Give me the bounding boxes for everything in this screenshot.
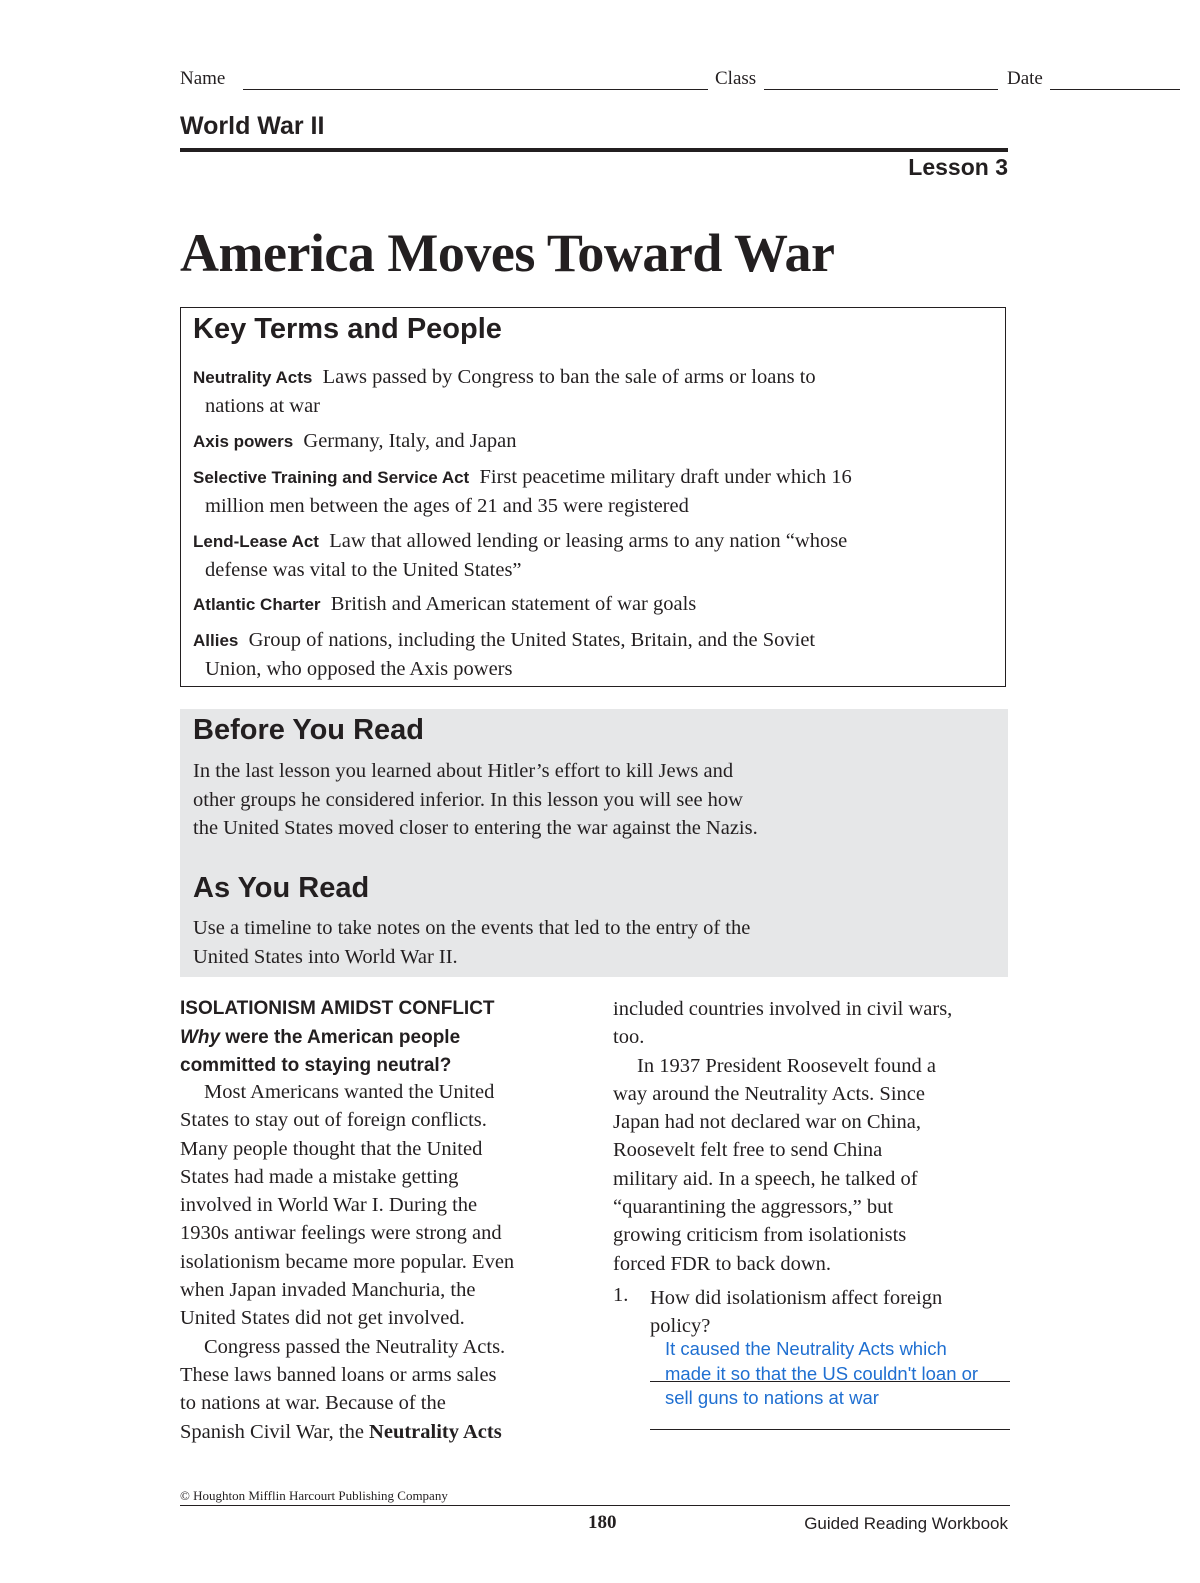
section-heading: ISOLATIONISM AMIDST CONFLICT: [180, 998, 495, 1019]
bold-term: Neutrality Acts: [369, 1420, 502, 1443]
answer-text-line: made it so that the US couldn't loan or: [665, 1362, 979, 1384]
term-definition-cont: Union, who opposed the Axis powers: [205, 658, 513, 680]
before-you-read-heading: Before You Read: [193, 714, 424, 746]
term-definition-cont: nations at war: [205, 395, 320, 417]
answer-field[interactable]: [665, 1337, 1035, 1411]
text-line: States to stay out of foreign conflicts.: [180, 1109, 487, 1132]
date-field[interactable]: [1050, 89, 1180, 90]
answer-line: [650, 1429, 1010, 1430]
text-line: States had made a mistake getting: [180, 1165, 459, 1188]
key-terms-heading: Key Terms and People: [193, 313, 502, 345]
unit-title: World War II: [180, 112, 325, 140]
page-number: 180: [588, 1512, 617, 1533]
key-term-axis-powers: [193, 427, 993, 456]
text-line: military aid. In a speech, he talked of: [613, 1167, 918, 1190]
key-term-allies: [193, 626, 993, 683]
term-label: Atlantic Charter: [193, 595, 321, 614]
term-definition: First peacetime military draft under which 16: [479, 466, 852, 488]
text-line: Use a timeline to take notes on the events that led to the entry of the: [193, 917, 751, 939]
text-line: when Japan invaded Manchuria, the: [180, 1279, 476, 1302]
right-column-text: [613, 995, 1013, 1278]
name-class-date-header: [180, 68, 1043, 96]
workbook-title: Guided Reading Workbook: [804, 1514, 1008, 1533]
text-line: In 1937 President Roosevelt found a: [637, 1054, 936, 1077]
text-line: Many people thought that the United: [180, 1137, 483, 1160]
section-question-cont: committed to staying neutral?: [180, 1055, 452, 1076]
text-line: These laws banned loans or arms sales: [180, 1363, 497, 1386]
text-line: included countries involved in civil wars,: [613, 998, 953, 1020]
text-line: the United States moved closer to entering the war against the Nazis.: [193, 817, 758, 839]
name-field[interactable]: [243, 89, 708, 90]
question-text: [650, 1284, 1010, 1340]
question-number: 1.: [613, 1284, 629, 1306]
section-heading-block: [180, 995, 600, 1081]
text-line: 1930s antiwar feelings were strong and: [180, 1222, 502, 1245]
section-question: were the American people: [220, 1026, 461, 1048]
text-line: isolationism became more popular. Even: [180, 1250, 515, 1273]
text-line: Spanish Civil War, the: [180, 1420, 370, 1443]
text-line: way around the Neutrality Acts. Since: [613, 1082, 925, 1105]
page-title: America Moves Toward War: [180, 223, 835, 283]
name-label: Name: [180, 68, 226, 89]
key-term-lend-lease: [193, 527, 993, 584]
before-you-read-text: [193, 757, 893, 843]
left-column-text: [180, 1078, 590, 1446]
lesson-label: Lesson 3: [908, 154, 1008, 180]
term-definition-cont: million men between the ages of 21 and 35 were registered: [205, 495, 689, 517]
as-you-read-heading: As You Read: [193, 872, 370, 904]
copyright-notice: © Houghton Mifflin Harcourt Publishing Company: [180, 1488, 448, 1503]
as-you-read-text: [193, 914, 893, 971]
class-label: Class: [715, 68, 757, 89]
text-line: In the last lesson you learned about Hitler’s effort to kill Jews and: [193, 760, 734, 782]
answer-text-line: sell guns to nations at war: [665, 1387, 879, 1408]
key-term-neutrality-acts: [193, 363, 993, 420]
text-line: to nations at war. Because of the: [180, 1392, 446, 1415]
header-rule: [180, 148, 1008, 152]
text-line: Congress passed the Neutrality Acts.: [204, 1335, 506, 1358]
text-line: forced FDR to back down.: [613, 1252, 832, 1275]
text-line: Roosevelt felt free to send China: [613, 1139, 883, 1162]
text-line: United States into World War II.: [193, 945, 458, 968]
term-label: Axis powers: [193, 432, 294, 451]
text-line: “quarantining the aggressors,” but: [613, 1196, 894, 1219]
term-label: Selective Training and Service Act: [193, 468, 470, 487]
term-definition: British and American statement of war goals: [330, 593, 697, 615]
date-label: Date: [1007, 68, 1043, 89]
text-line: too.: [613, 1026, 645, 1049]
text-line: United States did not get involved.: [180, 1307, 465, 1330]
key-term-selective-training: [193, 463, 993, 520]
term-definition: Law that allowed lending or leasing arms to any nation “whose: [329, 530, 848, 552]
text-line: involved in World War I. During the: [180, 1194, 478, 1217]
term-definition-cont: defense was vital to the United States”: [205, 559, 522, 581]
term-definition: Germany, Italy, and Japan: [303, 430, 517, 452]
footer-rule: [180, 1505, 1010, 1506]
text-line: Most Americans wanted the United: [204, 1081, 495, 1103]
text-line: other groups he considered inferior. In this lesson you will see how: [193, 788, 743, 811]
term-label: Lend-Lease Act: [193, 532, 319, 551]
text-line: How did isolationism affect foreign: [650, 1287, 943, 1309]
class-field[interactable]: [764, 89, 998, 90]
term-label: Allies: [193, 631, 239, 650]
text-line: growing criticism from isolationists: [613, 1224, 907, 1247]
answer-text-line: It caused the Neutrality Acts which: [665, 1338, 947, 1359]
question-emphasis: Why: [180, 1026, 221, 1048]
term-definition: Group of nations, including the United States, Britain, and the Soviet: [248, 629, 816, 651]
term-label: Neutrality Acts: [193, 368, 313, 387]
text-line: Japan had not declared war on China,: [613, 1111, 921, 1134]
text-line: policy?: [650, 1315, 711, 1337]
term-definition: Laws passed by Congress to ban the sale of arms or loans to: [322, 366, 816, 388]
key-term-atlantic-charter: [193, 590, 993, 619]
